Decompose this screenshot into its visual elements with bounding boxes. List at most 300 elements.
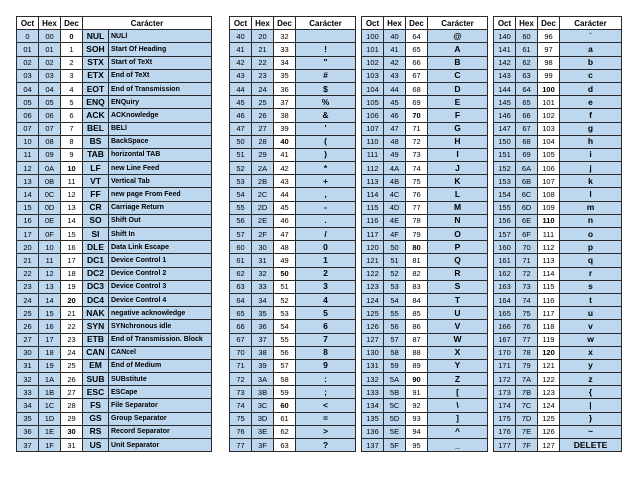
- cell-dec: 49: [274, 254, 296, 267]
- cell-char: 6: [296, 320, 356, 333]
- cell-hex: 07: [39, 122, 61, 135]
- table-row: [17, 201, 212, 214]
- table-row: [494, 359, 622, 372]
- cell-char: z: [560, 373, 622, 386]
- table-row: [362, 254, 488, 267]
- cell-dec: 112: [538, 241, 560, 254]
- table-row: [230, 228, 356, 241]
- cell-dec: 120: [538, 346, 560, 359]
- header-oct: Oct: [494, 17, 516, 30]
- cell-char: E: [428, 96, 488, 109]
- cell-desc: BackSpace: [109, 135, 212, 148]
- cell-char: DC4: [83, 293, 109, 306]
- cell-hex: 4F: [384, 228, 406, 241]
- cell-dec: 104: [538, 135, 560, 148]
- cell-hex: 19: [39, 359, 61, 372]
- cell-hex: 15: [39, 307, 61, 320]
- cell-desc: End of TeXt: [109, 69, 212, 82]
- cell-oct: 103: [362, 69, 384, 82]
- table-row: [230, 412, 356, 425]
- cell-char: ESC: [83, 386, 109, 399]
- cell-dec: 103: [538, 122, 560, 135]
- cell-dec: 36: [274, 82, 296, 95]
- cell-desc: End of Medium: [109, 359, 212, 372]
- cell-dec: 28: [61, 399, 83, 412]
- table-row: [17, 56, 212, 69]
- cell-dec: 19: [61, 280, 83, 293]
- cell-dec: 125: [538, 412, 560, 425]
- table-row: [230, 425, 356, 438]
- cell-char: K: [428, 175, 488, 188]
- cell-dec: 116: [538, 293, 560, 306]
- cell-oct: 137: [362, 439, 384, 452]
- table-row: [494, 386, 622, 399]
- cell-oct: 147: [494, 122, 516, 135]
- cell-char: CR: [83, 201, 109, 214]
- cell-oct: 157: [494, 228, 516, 241]
- table-row: [17, 214, 212, 227]
- cell-hex: 05: [39, 96, 61, 109]
- cell-dec: 57: [274, 359, 296, 372]
- table-row: [494, 254, 622, 267]
- cell-char: w: [560, 333, 622, 346]
- cell-hex: 3A: [252, 373, 274, 386]
- cell-oct: 47: [230, 122, 252, 135]
- cell-dec: 38: [274, 109, 296, 122]
- cell-dec: 85: [406, 307, 428, 320]
- cell-hex: 31: [252, 254, 274, 267]
- table-row: [17, 412, 212, 425]
- cell-dec: 89: [406, 359, 428, 372]
- cell-char: `: [560, 30, 622, 43]
- table-row: [17, 267, 212, 280]
- cell-char: d: [560, 82, 622, 95]
- cell-char: SO: [83, 214, 109, 227]
- cell-oct: 115: [362, 201, 384, 214]
- cell-oct: 73: [230, 386, 252, 399]
- cell-hex: 72: [516, 267, 538, 280]
- cell-desc: Device Control 1: [109, 254, 212, 267]
- cell-oct: 12: [17, 162, 39, 175]
- table-row: [230, 162, 356, 175]
- cell-desc: negative acknowledge: [109, 307, 212, 320]
- cell-char: \: [428, 399, 488, 412]
- cell-oct: 67: [230, 333, 252, 346]
- cell-char: .: [296, 214, 356, 227]
- table-row: [230, 293, 356, 306]
- cell-dec: 122: [538, 373, 560, 386]
- cell-dec: 7: [61, 122, 83, 135]
- table-row: [230, 280, 356, 293]
- cell-oct: 132: [362, 373, 384, 386]
- cell-hex: 47: [384, 122, 406, 135]
- cell-desc: ACKnowledge: [109, 109, 212, 122]
- cell-dec: 98: [538, 56, 560, 69]
- cell-hex: 55: [384, 307, 406, 320]
- cell-char: q: [560, 254, 622, 267]
- table-row: [362, 439, 488, 452]
- cell-oct: 150: [494, 135, 516, 148]
- cell-desc: Device Control 3: [109, 280, 212, 293]
- cell-dec: 87: [406, 333, 428, 346]
- cell-dec: 99: [538, 69, 560, 82]
- cell-hex: 48: [384, 135, 406, 148]
- table-row: [230, 333, 356, 346]
- cell-oct: 40: [230, 30, 252, 43]
- cell-dec: 113: [538, 254, 560, 267]
- ascii-table-uppercase: [361, 16, 488, 452]
- cell-oct: 172: [494, 373, 516, 386]
- cell-hex: 71: [516, 254, 538, 267]
- cell-dec: 4: [61, 82, 83, 95]
- cell-desc: Data Link Escape: [109, 241, 212, 254]
- table-row: [230, 373, 356, 386]
- cell-hex: 6D: [516, 201, 538, 214]
- cell-dec: 106: [538, 162, 560, 175]
- table-header-row: [17, 17, 212, 30]
- table-row: [362, 69, 488, 82]
- cell-dec: 35: [274, 69, 296, 82]
- cell-dec: 72: [406, 135, 428, 148]
- cell-char: D: [428, 82, 488, 95]
- cell-dec: 37: [274, 96, 296, 109]
- cell-oct: 104: [362, 82, 384, 95]
- cell-char: (: [296, 135, 356, 148]
- cell-hex: 3C: [252, 399, 274, 412]
- cell-dec: 121: [538, 359, 560, 372]
- ascii-table-control-chars: [16, 16, 212, 452]
- cell-char: GS: [83, 412, 109, 425]
- cell-char: X: [428, 346, 488, 359]
- cell-char: 8: [296, 346, 356, 359]
- cell-desc: CANcel: [109, 346, 212, 359]
- table-row: [230, 359, 356, 372]
- table-row: [230, 122, 356, 135]
- cell-oct: 110: [362, 135, 384, 148]
- cell-hex: 76: [516, 320, 538, 333]
- cell-char: NAK: [83, 307, 109, 320]
- table-header-row: [230, 17, 356, 30]
- header-dec: Dec: [406, 17, 428, 30]
- cell-hex: 7A: [516, 373, 538, 386]
- cell-dec: 119: [538, 333, 560, 346]
- cell-desc: ENQuiry: [109, 96, 212, 109]
- cell-char: n: [560, 214, 622, 227]
- cell-hex: 62: [516, 56, 538, 69]
- table-row: [362, 82, 488, 95]
- table-row: [494, 69, 622, 82]
- cell-desc: Record Separator: [109, 425, 212, 438]
- cell-oct: 142: [494, 56, 516, 69]
- cell-hex: 66: [516, 109, 538, 122]
- cell-oct: 143: [494, 69, 516, 82]
- cell-dec: 47: [274, 228, 296, 241]
- cell-dec: 124: [538, 399, 560, 412]
- cell-char: e: [560, 96, 622, 109]
- table-row: [230, 43, 356, 56]
- table-row: [362, 175, 488, 188]
- cell-dec: 63: [274, 439, 296, 452]
- cell-hex: 2D: [252, 201, 274, 214]
- cell-char: 1: [296, 254, 356, 267]
- table-row: [494, 333, 622, 346]
- cell-oct: 0: [17, 30, 39, 43]
- cell-oct: 30: [17, 346, 39, 359]
- cell-hex: 58: [384, 346, 406, 359]
- cell-oct: 146: [494, 109, 516, 122]
- cell-oct: 173: [494, 386, 516, 399]
- cell-oct: 07: [17, 122, 39, 135]
- cell-dec: 126: [538, 425, 560, 438]
- cell-oct: 113: [362, 175, 384, 188]
- table-row: [362, 425, 488, 438]
- cell-hex: 7E: [516, 425, 538, 438]
- cell-hex: 32: [252, 267, 274, 280]
- cell-char: EM: [83, 359, 109, 372]
- table-row: [494, 175, 622, 188]
- cell-char: J: [428, 162, 488, 175]
- cell-char: k: [560, 175, 622, 188]
- cell-char: u: [560, 307, 622, 320]
- cell-oct: 01: [17, 43, 39, 56]
- cell-desc: Unit Separator: [109, 439, 212, 452]
- table-row: [230, 201, 356, 214]
- cell-char: DELETE: [560, 439, 622, 452]
- cell-dec: 25: [61, 359, 83, 372]
- table-row: [17, 148, 212, 161]
- cell-dec: 14: [61, 214, 83, 227]
- cell-dec: 6: [61, 109, 83, 122]
- cell-dec: 109: [538, 201, 560, 214]
- cell-hex: 43: [384, 69, 406, 82]
- cell-oct: 04: [17, 82, 39, 95]
- cell-char: $: [296, 82, 356, 95]
- cell-oct: 06: [17, 109, 39, 122]
- table-row: [362, 201, 488, 214]
- cell-hex: 41: [384, 43, 406, 56]
- cell-char: L: [428, 188, 488, 201]
- cell-dec: 18: [61, 267, 83, 280]
- table-row: [17, 122, 212, 135]
- header-oct: Oct: [17, 17, 39, 30]
- cell-dec: 53: [274, 307, 296, 320]
- cell-dec: 88: [406, 346, 428, 359]
- header-oct: Oct: [362, 17, 384, 30]
- cell-oct: 144: [494, 82, 516, 95]
- cell-hex: 2F: [252, 228, 274, 241]
- cell-oct: 37: [17, 439, 39, 452]
- table-row: [494, 425, 622, 438]
- cell-hex: 0C: [39, 188, 61, 201]
- cell-char: DC1: [83, 254, 109, 267]
- table-row: [17, 373, 212, 386]
- cell-char: F: [428, 109, 488, 122]
- cell-hex: 29: [252, 148, 274, 161]
- cell-char: /: [296, 228, 356, 241]
- table-header-row: [494, 17, 622, 30]
- cell-desc: Shift In: [109, 228, 212, 241]
- cell-hex: 5B: [384, 386, 406, 399]
- cell-hex: 52: [384, 267, 406, 280]
- cell-hex: 4E: [384, 214, 406, 227]
- cell-char: DLE: [83, 241, 109, 254]
- cell-hex: 00: [39, 30, 61, 43]
- cell-char: G: [428, 122, 488, 135]
- cell-oct: 50: [230, 135, 252, 148]
- cell-char: !: [296, 43, 356, 56]
- cell-hex: 77: [516, 333, 538, 346]
- table-row: [17, 82, 212, 95]
- cell-hex: 4D: [384, 201, 406, 214]
- cell-dec: 40: [274, 135, 296, 148]
- table-row: [230, 148, 356, 161]
- cell-oct: 44: [230, 82, 252, 95]
- cell-dec: 44: [274, 188, 296, 201]
- cell-desc: Carriage Return: [109, 201, 212, 214]
- cell-char: }: [560, 412, 622, 425]
- table-row: [230, 30, 356, 43]
- cell-dec: 23: [61, 333, 83, 346]
- table-row: [362, 346, 488, 359]
- cell-char: FF: [83, 188, 109, 201]
- cell-dec: 66: [406, 56, 428, 69]
- table-row: [494, 399, 622, 412]
- cell-oct: 131: [362, 359, 384, 372]
- header-hex: Hex: [252, 17, 274, 30]
- cell-char: b: [560, 56, 622, 69]
- cell-char: A: [428, 43, 488, 56]
- cell-hex: 6A: [516, 162, 538, 175]
- cell-oct: 145: [494, 96, 516, 109]
- cell-dec: 24: [61, 346, 83, 359]
- cell-desc: Group Separator: [109, 412, 212, 425]
- cell-char: Q: [428, 254, 488, 267]
- cell-hex: 09: [39, 148, 61, 161]
- cell-dec: 51: [274, 280, 296, 293]
- cell-dec: 100: [538, 82, 560, 95]
- table-row: [362, 109, 488, 122]
- table-row: [362, 359, 488, 372]
- table-row: [494, 122, 622, 135]
- cell-char: BEL: [83, 122, 109, 135]
- cell-char: N: [428, 214, 488, 227]
- cell-char: l: [560, 188, 622, 201]
- cell-char: x: [560, 346, 622, 359]
- cell-char: c: [560, 69, 622, 82]
- cell-oct: 101: [362, 43, 384, 56]
- cell-oct: 136: [362, 425, 384, 438]
- cell-oct: 31: [17, 359, 39, 372]
- cell-hex: 2E: [252, 214, 274, 227]
- cell-oct: 41: [230, 43, 252, 56]
- cell-hex: 4A: [384, 162, 406, 175]
- header-character: Carácter: [296, 17, 356, 30]
- cell-oct: 163: [494, 280, 516, 293]
- cell-char: i: [560, 148, 622, 161]
- table-row: [230, 175, 356, 188]
- table-row: [494, 201, 622, 214]
- cell-char: =: [296, 412, 356, 425]
- table-row: [494, 320, 622, 333]
- table-row: [362, 333, 488, 346]
- cell-oct: 177: [494, 439, 516, 452]
- table-row: [494, 82, 622, 95]
- cell-dec: 30: [61, 425, 83, 438]
- table-row: [17, 359, 212, 372]
- cell-oct: 165: [494, 307, 516, 320]
- cell-oct: 16: [17, 214, 39, 227]
- table-row: [230, 56, 356, 69]
- table-row: [494, 43, 622, 56]
- table-row: [494, 56, 622, 69]
- cell-dec: 123: [538, 386, 560, 399]
- table-row: [362, 30, 488, 43]
- cell-char: DC2: [83, 267, 109, 280]
- cell-oct: 56: [230, 214, 252, 227]
- cell-hex: 63: [516, 69, 538, 82]
- cell-hex: 24: [252, 82, 274, 95]
- cell-char: ": [296, 56, 356, 69]
- cell-dec: 82: [406, 267, 428, 280]
- ascii-table-symbols-digits: [229, 16, 356, 452]
- cell-char: [: [428, 386, 488, 399]
- cell-oct: 52: [230, 162, 252, 175]
- cell-dec: 39: [274, 122, 296, 135]
- cell-oct: 66: [230, 320, 252, 333]
- cell-char: C: [428, 69, 488, 82]
- cell-oct: 76: [230, 425, 252, 438]
- cell-oct: 114: [362, 188, 384, 201]
- cell-dec: 117: [538, 307, 560, 320]
- cell-oct: 14: [17, 188, 39, 201]
- cell-hex: 7C: [516, 399, 538, 412]
- cell-oct: 175: [494, 412, 516, 425]
- cell-char: ENQ: [83, 96, 109, 109]
- cell-hex: 22: [252, 56, 274, 69]
- cell-char: EOT: [83, 82, 109, 95]
- cell-dec: 76: [406, 188, 428, 201]
- cell-oct: 162: [494, 267, 516, 280]
- table-row: [17, 96, 212, 109]
- cell-char: f: [560, 109, 622, 122]
- table-row: [17, 175, 212, 188]
- cell-char: +: [296, 175, 356, 188]
- cell-oct: 63: [230, 280, 252, 293]
- cell-oct: 116: [362, 214, 384, 227]
- cell-hex: 04: [39, 82, 61, 95]
- table-row: [494, 109, 622, 122]
- cell-dec: 92: [406, 399, 428, 412]
- cell-char: O: [428, 228, 488, 241]
- cell-oct: 05: [17, 96, 39, 109]
- cell-dec: 58: [274, 373, 296, 386]
- cell-char: H: [428, 135, 488, 148]
- cell-oct: 112: [362, 162, 384, 175]
- cell-dec: 68: [406, 82, 428, 95]
- cell-oct: 51: [230, 148, 252, 161]
- table-row: [494, 188, 622, 201]
- cell-char: m: [560, 201, 622, 214]
- cell-oct: 122: [362, 267, 384, 280]
- table-row: [17, 30, 212, 43]
- cell-dec: 11: [61, 175, 83, 188]
- table-row: [362, 122, 488, 135]
- cell-hex: 49: [384, 148, 406, 161]
- cell-dec: 77: [406, 201, 428, 214]
- cell-desc: Start of TeXt: [109, 56, 212, 69]
- cell-oct: 154: [494, 188, 516, 201]
- cell-dec: 16: [61, 241, 83, 254]
